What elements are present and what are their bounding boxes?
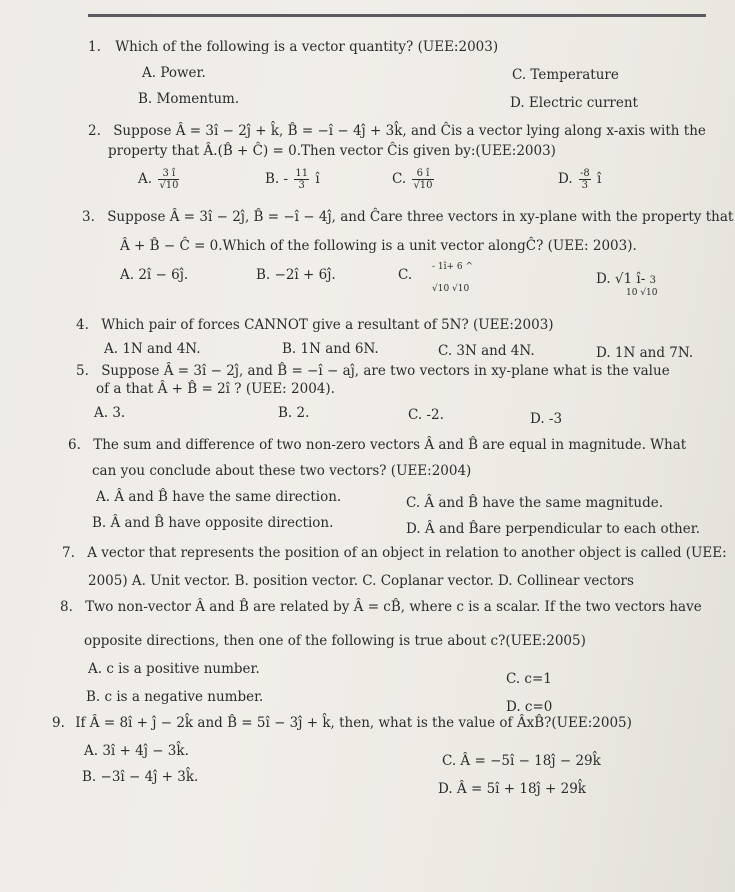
fraction — [579, 168, 591, 191]
question-2 — [88, 122, 706, 140]
fraction-numerator: 11 — [295, 168, 309, 179]
q5-option-d: D. -3 — [530, 411, 563, 427]
q3-option-d — [596, 270, 656, 290]
q3-option-a: A. 2î − 6ĵ. — [120, 267, 189, 283]
question-text: Two non-vector Â and B̂ are related by Â = cB̂, where c is a scalar. If the two vectors have — [85, 599, 702, 615]
question-text: Which of the following is a vector quantity? (UEE:2003) — [115, 39, 499, 55]
q8-option-b: B. c is a negative number. — [86, 689, 264, 705]
q1-option-c: C. Temperature — [512, 67, 619, 83]
question-3 — [82, 208, 733, 226]
q8-option-a: A. c is a positive number. — [88, 661, 260, 677]
q3-option-c: C. — [398, 267, 413, 283]
fraction-numerator: -8 — [579, 168, 590, 179]
question-number: 4. — [76, 317, 89, 333]
question-text: The sum and difference of two non-zero vectors Â and B̂ are equal in magnitude. What — [93, 437, 687, 453]
q1-option-b: B. Momentum. — [138, 91, 240, 107]
q6-text-line2: can you conclude about these two vectors? (UEE:2004) — [92, 463, 472, 479]
fraction-numerator: 3 î — [158, 168, 179, 180]
q5-option-c: C. -2. — [408, 407, 444, 423]
fraction — [294, 168, 309, 191]
q3-option-b: B. −2î + 6ĵ. — [256, 267, 336, 283]
question-number: 6. — [68, 437, 81, 453]
q1-option-a: A. Power. — [142, 65, 206, 81]
q2-text-line2: property that Â.(B̂ + Ĉ) = 0.Then vector Ĉis given by:(UEE:2003) — [108, 143, 556, 159]
q4-option-c: C. 3N and 4N. — [438, 343, 535, 359]
question-7 — [62, 544, 727, 562]
q5-option-b: B. 2. — [278, 405, 310, 421]
q8-text-line2: opposite directions, then one of the following is true about c?(UEE:2005) — [84, 633, 586, 649]
q9-option-d: D. Â = 5î + 18ĵ + 29k̂ — [438, 781, 586, 797]
fraction-denominator: √10 — [413, 180, 433, 191]
option-label: C. — [392, 171, 407, 187]
question-text: A vector that represents the position of an object in relation to another object is called (UEE: — [87, 545, 727, 561]
q6-option-a: A. Â and B̂ have the same direction. — [96, 489, 342, 505]
top-rule — [88, 14, 706, 17]
question-number: 8. — [60, 599, 73, 615]
question-number: 3. — [82, 209, 95, 225]
q4-option-a: A. 1N and 4N. — [104, 341, 201, 357]
q6-option-d: D. Â and B̂are perpendicular to each other. — [406, 521, 701, 537]
q3-text-line2: Â + B̂ − Ĉ = 0.Which of the following is a unit vector alongĈ? (UEE: 2003). — [120, 238, 637, 254]
question-6 — [68, 436, 686, 454]
question-number: 1. — [88, 39, 101, 55]
q8-option-c: C. c=1 — [506, 671, 552, 687]
q5-text-line2: of a that Â + B̂ = 2î ? (UEE: 2004). — [96, 381, 335, 397]
q5-option-a: A. 3. — [94, 405, 126, 421]
fraction-numerator: 6 î — [412, 168, 433, 180]
question-5 — [76, 362, 670, 380]
q2-option-c — [392, 168, 436, 191]
q6-option-c: C. Â and B̂ have the same magnitude. — [406, 495, 664, 511]
q3-option-c-denominator: √10 √10 — [432, 284, 470, 294]
option-numerator: 3 — [649, 275, 656, 286]
q4-option-d: D. 1N and 7N. — [596, 345, 694, 361]
option-label: D. — [558, 171, 573, 187]
option-label: A. — [138, 171, 153, 187]
question-text: If Â = 8î + ĵ − 2k̂ and B̂ = 5î − 3ĵ + k̂, then, what is the value of ÂxB̂?(UEE:2005) — [75, 715, 632, 731]
fraction-denominator: √10 — [159, 180, 179, 191]
option-label: B. - — [265, 171, 289, 187]
q7-text-line2: 2005) A. Unit vector. B. position vector. C. Coplanar vector. D. Collinear vectors — [88, 573, 634, 589]
question-text: Suppose Â = 3î − 2ĵ, and B̂ = −î − aĵ, are two vectors in xy-plane what is the value — [101, 363, 670, 379]
q2-option-d: D. $\frac{-8}{3}$ î — [558, 168, 602, 191]
q9-option-a: A. 3î + 4ĵ − 3k̂. — [84, 743, 189, 759]
q6-option-b: B. Â and B̂ have opposite direction. — [92, 515, 334, 531]
q3-option-d-denominator: 10 √10 — [626, 288, 658, 298]
q1-option-d: D. Electric current — [510, 95, 638, 111]
question-1 — [88, 38, 498, 56]
question-number: 2. — [88, 123, 101, 139]
question-number: 7. — [62, 545, 75, 561]
q3-option-c-numerator: - 1î+ 6 ^ — [432, 262, 474, 272]
question-text: Suppose Â = 3î − 2ĵ + k̂, B̂ = −î − 4ĵ + 3k̂, and Ĉis a vector lying along x-axis with the — [113, 123, 706, 139]
q9-option-b: B. −3î − 4ĵ + 3k̂. — [82, 769, 199, 785]
question-9 — [52, 714, 632, 732]
question-4 — [76, 316, 554, 334]
q9-option-c: C. Â = −5î − 18ĵ − 29k̂ — [442, 753, 601, 769]
fraction-denominator: 3 — [581, 180, 588, 191]
option-label: D. √1 î- — [596, 271, 646, 287]
q2-option-a — [138, 168, 181, 191]
question-text: Suppose Â = 3î − 2ĵ, B̂ = −î − 4ĵ, and Ĉare three vectors in xy-plane with the property that — [107, 209, 734, 225]
q8-option-d: D. c=0 — [506, 699, 553, 715]
q2-option-b: B. - $\frac{11}{3}$ î — [265, 168, 320, 191]
question-number: 9. — [52, 715, 65, 731]
q4-option-b: B. 1N and 6N. — [282, 341, 379, 357]
fraction — [412, 168, 433, 191]
fraction-denominator: 3 — [298, 180, 305, 191]
fraction — [158, 168, 179, 191]
question-text: Which pair of forces CANNOT give a resultant of 5N? (UEE:2003) — [101, 317, 554, 333]
question-number: 5. — [76, 363, 89, 379]
question-8 — [60, 598, 702, 616]
